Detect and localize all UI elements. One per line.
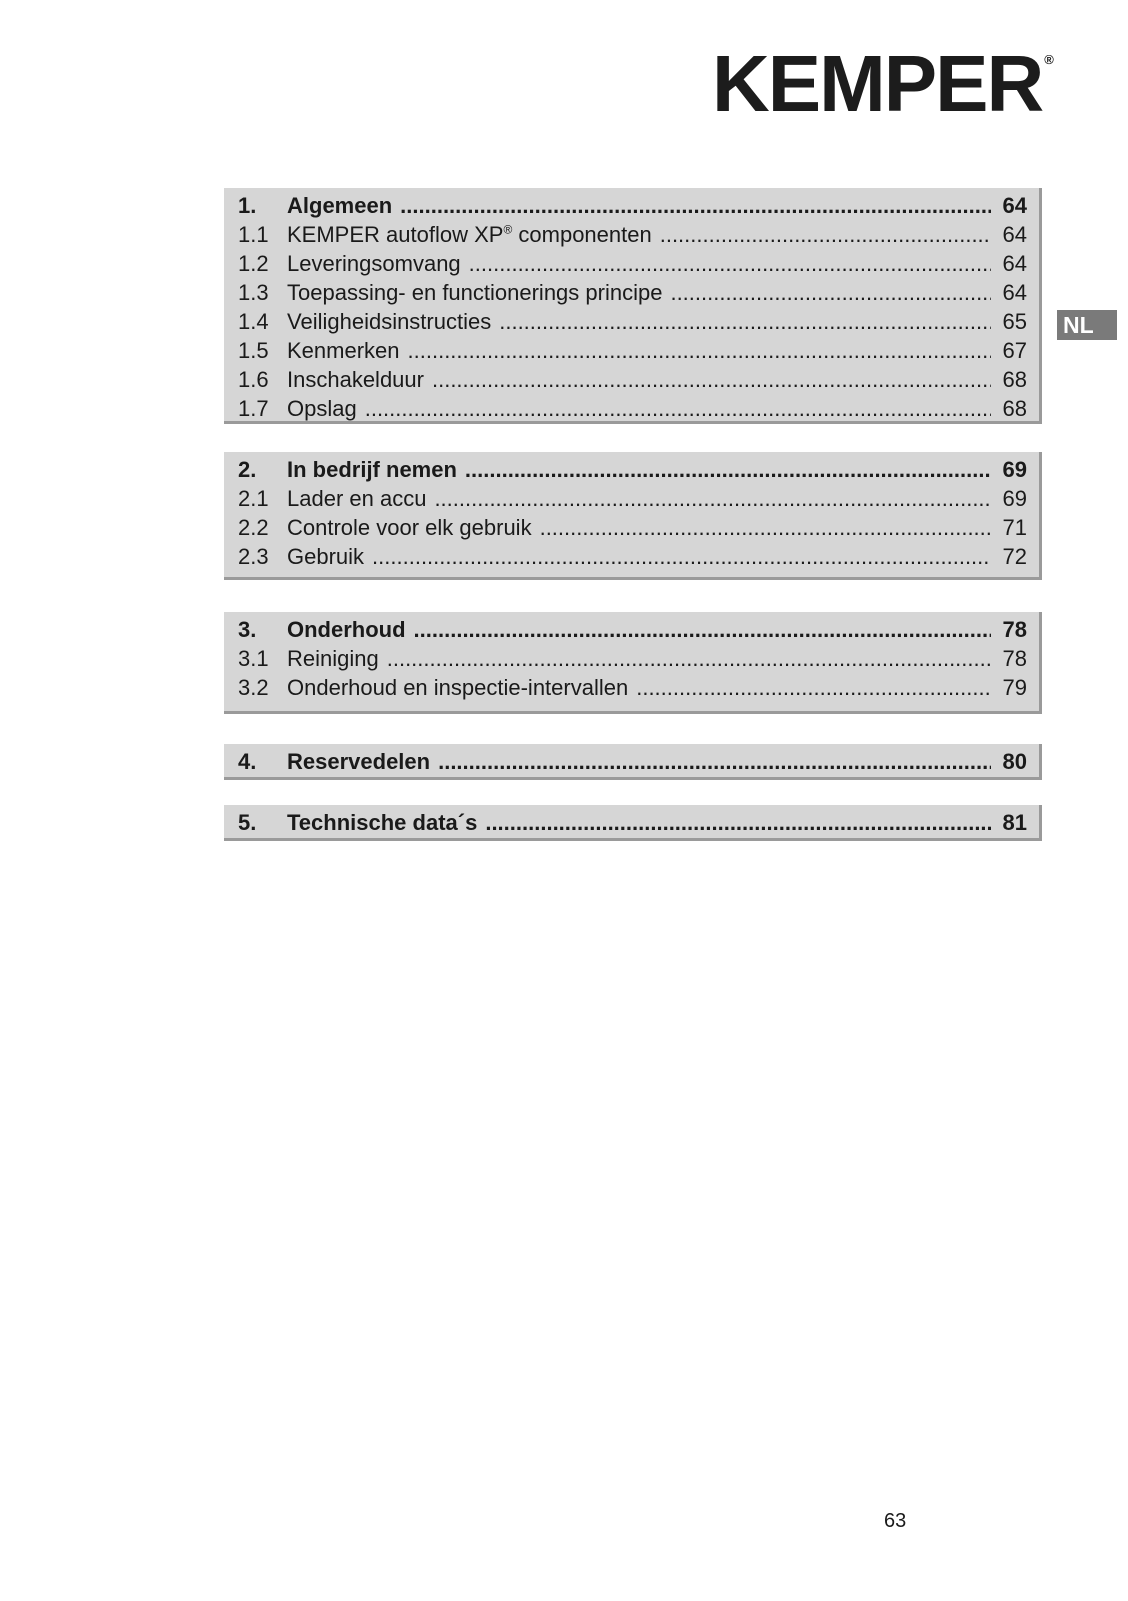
- dot-leader: [387, 646, 991, 672]
- toc-page: 68: [1002, 396, 1027, 421]
- dot-leader: [432, 367, 991, 393]
- registered-mark: ®: [503, 222, 513, 237]
- toc-title: Kenmerken: [287, 338, 400, 363]
- toc-page: 64: [1002, 280, 1027, 305]
- toc-page: 72: [1002, 544, 1027, 569]
- toc-number: 2.2: [238, 515, 269, 540]
- toc-page: 68: [1002, 367, 1027, 392]
- toc-entry[interactable]: [224, 617, 1039, 646]
- toc-title: Reiniging: [287, 646, 379, 671]
- toc-title: Onderhoud: [287, 617, 406, 642]
- toc-entry[interactable]: [224, 193, 1039, 222]
- toc-section-3: [224, 612, 1042, 714]
- toc-section-1: [224, 188, 1042, 424]
- toc-entry[interactable]: [224, 280, 1039, 309]
- toc-number: 1.5: [238, 338, 269, 363]
- toc-title: Gebruik: [287, 544, 365, 569]
- toc-page: 64: [1002, 251, 1027, 276]
- dot-leader: [438, 749, 991, 775]
- dot-leader: [540, 515, 991, 541]
- logo-text: KEMPER: [712, 39, 1043, 128]
- toc-page: 79: [1002, 675, 1027, 700]
- toc-title: Toepassing- en functionerings principe: [287, 280, 663, 305]
- toc-title: Onderhoud en inspectie-intervallen: [287, 675, 629, 700]
- toc-title: Veiligheidsinstructies: [287, 309, 492, 334]
- toc-entry[interactable]: [224, 367, 1039, 396]
- toc-page: 69: [1002, 486, 1027, 511]
- dot-leader: [434, 486, 991, 512]
- toc-number: 4.: [238, 749, 257, 774]
- toc-section-2: [224, 452, 1042, 580]
- toc-title: Lader en accu: [287, 486, 427, 511]
- toc-page: 71: [1002, 515, 1027, 540]
- toc-entry[interactable]: [224, 338, 1039, 367]
- toc-entry[interactable]: [224, 749, 1039, 778]
- dot-leader: [670, 280, 991, 306]
- dot-leader: [400, 193, 991, 219]
- toc-page: 64: [1002, 222, 1027, 247]
- toc-entry[interactable]: [224, 675, 1039, 704]
- dot-leader: [660, 222, 991, 248]
- toc-title: Opslag: [287, 396, 357, 421]
- toc-number: 1.3: [238, 280, 269, 305]
- toc-entry[interactable]: [224, 251, 1039, 280]
- toc-entry[interactable]: [224, 646, 1039, 675]
- toc-number: 2.3: [238, 544, 269, 569]
- toc-title: Algemeen: [287, 193, 393, 218]
- toc-title: Reservedelen: [287, 749, 431, 774]
- dot-leader: [408, 338, 991, 364]
- kemper-logo: [712, 39, 1054, 128]
- toc-page: 80: [1002, 749, 1027, 774]
- toc-title: Technische data´s: [287, 810, 478, 835]
- toc-page: 65: [1002, 309, 1027, 334]
- dot-leader: [499, 309, 991, 335]
- toc-page: 64: [1002, 193, 1027, 218]
- toc-page: 78: [1002, 646, 1027, 671]
- toc-number: 1.7: [238, 396, 269, 421]
- toc-number: 1.: [238, 193, 257, 218]
- dot-leader: [469, 251, 991, 277]
- dot-leader: [485, 810, 991, 836]
- toc-number: 5.: [238, 810, 257, 835]
- toc-section-4: [224, 744, 1042, 780]
- toc-number: 3.2: [238, 675, 269, 700]
- toc-section-5: [224, 805, 1042, 841]
- toc-entry[interactable]: [224, 810, 1039, 839]
- dot-leader: [372, 544, 991, 570]
- toc-page: 69: [1002, 457, 1027, 482]
- toc-title: In bedrijf nemen: [287, 457, 457, 482]
- registered-mark: ®: [1044, 52, 1054, 67]
- toc-title: KEMPER autoflow XP® componenten: [287, 222, 652, 247]
- toc-entry[interactable]: [224, 486, 1039, 515]
- language-tab[interactable]: NL: [1057, 310, 1117, 340]
- dot-leader: [365, 396, 991, 422]
- toc-title: Leveringsomvang: [287, 251, 461, 276]
- toc-number: 1.6: [238, 367, 269, 392]
- toc-entry[interactable]: [224, 309, 1039, 338]
- toc-number: 3.: [238, 617, 257, 642]
- page-number: 63: [884, 1510, 907, 1532]
- toc-number: 1.2: [238, 251, 269, 276]
- toc-page: 78: [1002, 617, 1027, 642]
- toc-entry[interactable]: [224, 222, 1039, 251]
- toc-number: 1.1: [238, 222, 269, 247]
- toc-number: 3.1: [238, 646, 269, 671]
- toc-entry[interactable]: [224, 515, 1039, 544]
- toc-number: 2.: [238, 457, 257, 482]
- toc-page: 67: [1002, 338, 1027, 363]
- toc-title: Controle voor elk gebruik: [287, 515, 532, 540]
- toc-entry[interactable]: [224, 457, 1039, 486]
- toc-number: 2.1: [238, 486, 269, 511]
- toc-entry[interactable]: [224, 396, 1039, 425]
- toc-entry[interactable]: [224, 544, 1039, 573]
- dot-leader: [414, 617, 991, 643]
- dot-leader: [636, 675, 991, 701]
- toc-number: 1.4: [238, 309, 269, 334]
- toc-title: Inschakelduur: [287, 367, 424, 392]
- dot-leader: [465, 457, 991, 483]
- toc-page: 81: [1002, 810, 1027, 835]
